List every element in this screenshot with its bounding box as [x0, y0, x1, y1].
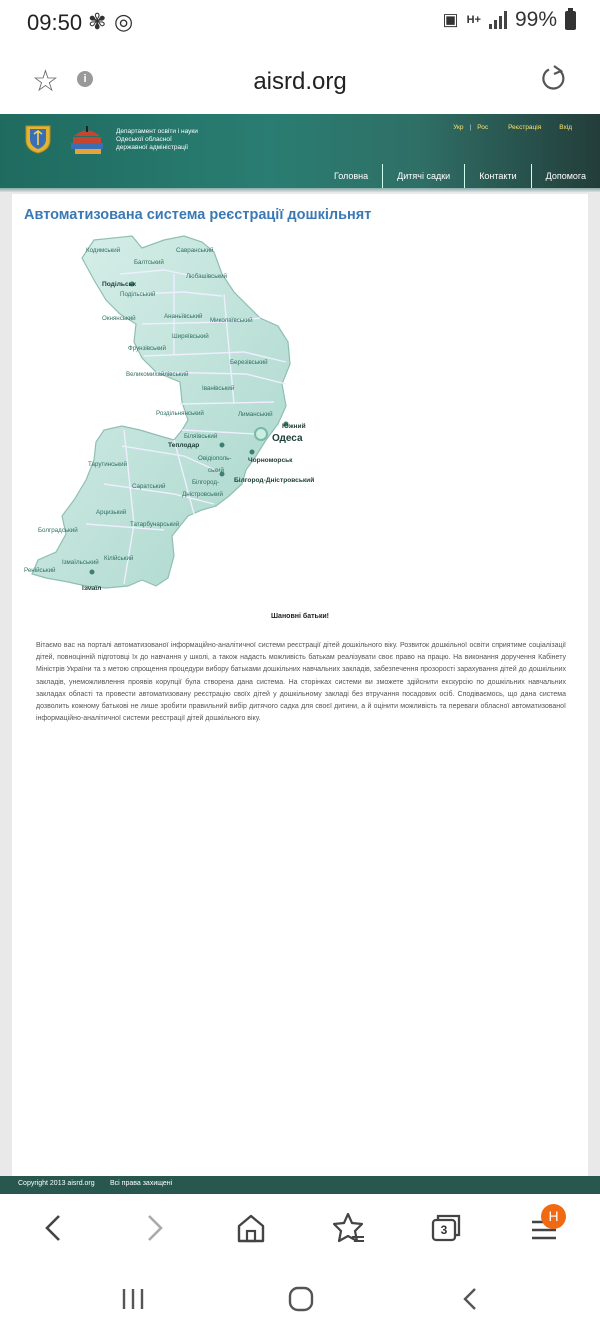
home-button-icon[interactable] [286, 1286, 316, 1312]
main-menu [320, 164, 600, 188]
district-label[interactable]: Біляївський [184, 433, 218, 440]
tabs-icon[interactable] [426, 1210, 466, 1246]
recent-apps-icon[interactable] [118, 1286, 148, 1312]
city-label: Теплодар [168, 442, 200, 449]
district-label[interactable]: Дністровський [182, 491, 223, 498]
district-label[interactable]: Ананьївський [164, 313, 203, 320]
reload-icon[interactable] [540, 65, 567, 92]
district-label[interactable]: Лиманський [238, 411, 273, 418]
bookmark-star-icon[interactable]: ☆ [32, 65, 59, 98]
district-label[interactable]: Великомихайлівський [126, 371, 189, 378]
pinwheel-icon: ✾ [88, 9, 107, 34]
signal-icon [489, 11, 507, 29]
district-label[interactable]: Березівський [230, 359, 268, 366]
dept-line: Одеської обласної [116, 136, 172, 143]
back-icon[interactable] [34, 1210, 74, 1246]
home-icon[interactable] [231, 1210, 271, 1246]
district-label[interactable]: ський [208, 467, 224, 474]
district-label[interactable]: Кодимський [86, 247, 121, 254]
status-indicators [443, 8, 576, 32]
greeting-heading: Шановні батьки! [271, 613, 329, 620]
city-label: Южний [282, 423, 306, 430]
district-label[interactable]: Кілійський [104, 555, 134, 562]
tab-count: 3 [440, 1223, 448, 1237]
battery-percent: 99% [514, 8, 557, 31]
menu-help[interactable]: Допомога [531, 164, 600, 188]
menu-main[interactable]: Головна [333, 171, 369, 181]
odesa-city-marker[interactable] [255, 428, 267, 440]
site-footer [0, 1176, 600, 1194]
district-label[interactable]: Саратський [132, 483, 166, 490]
welcome-paragraph: Вітаємо вас на порталі автоматизованої інформаційно-аналітичної системи реєстрації дітей дошкільного віку. Розвиток дошкільної освіти сприятиме соціалізації дітей, повноцінній підготовці їх до навчання у школі, а також надасть можливість батькам реалізувати своє право на працю. На виконання доручення Кабінету Міністрів України та з метою спрощення процедури вибору батьками дошкільних навчальних закладів, забезпечення прозорості зарахування дітей до дошкільних закладів, унеможливлення проявів корупції була створена дана система. На сторінках системи ви зможете здійснити екскурсію по дошкільних навчальних закладах області та провести автоматизовану реєстрацію своїх дітей у дошкільному закладі без втручання посадових осіб. Сподіваємось, що дана система дозволить кожному батькові не лише зробити правильний вибір дитячого садка для своєї дитини, а й оцінити можливість та переваги обласної автоматизованої інформаційно-аналітичної системи реєстрації дітей дошкільного віку. [36, 642, 566, 723]
district-label[interactable]: Роздільнянський [156, 410, 204, 417]
district-label[interactable]: Окнянський [102, 315, 136, 322]
district-label[interactable]: Овідіополь- [198, 455, 232, 462]
books-logo [68, 123, 106, 157]
district-label[interactable]: Білгород- [192, 479, 220, 486]
browser-address-bar [0, 46, 600, 114]
district-label[interactable]: Балтський [134, 259, 164, 266]
forward-icon[interactable] [134, 1210, 174, 1246]
department-name [116, 128, 236, 152]
system-back-icon[interactable] [456, 1286, 486, 1312]
district-label[interactable]: Іванівський [202, 385, 235, 392]
sync-icon: ◎ [114, 9, 134, 34]
content-panel [12, 194, 588, 1176]
notification-badge: H [541, 1204, 566, 1229]
rights-text: Всі права захищені [110, 1180, 173, 1187]
web-page [0, 114, 600, 1194]
menu-kindergartens[interactable]: Дитячі садки [382, 164, 464, 188]
browser-toolbar [0, 1194, 600, 1264]
page-title: Автоматизована система реєстрації дошкільнят [24, 207, 372, 223]
url-text[interactable]: aisrd.org [253, 68, 347, 95]
district-label[interactable]: Ізмаїльський [62, 559, 99, 566]
city-label: Чорноморськ [248, 457, 293, 464]
battery-icon [565, 11, 576, 30]
city-label: Одеса [272, 433, 303, 444]
district-label[interactable]: Арцизький [96, 509, 127, 516]
copyright-text: Copyright 2013 aisrd.org [18, 1180, 95, 1187]
district-label[interactable]: Подільський [120, 291, 156, 298]
district-label[interactable]: Ширяївський [172, 333, 209, 340]
district-label[interactable]: Любашівський [186, 273, 228, 280]
dept-line: державної адміністрації [116, 144, 189, 151]
city-label: Подільськ [102, 281, 136, 288]
top-links: Укр | Рос Реєстрація Вхід [453, 124, 572, 131]
district-label[interactable]: Савранський [176, 247, 214, 254]
system-navigation [0, 1264, 600, 1332]
network-type: H+ [466, 14, 481, 26]
status-bar [0, 0, 600, 46]
battery-saver-icon: ▣ [442, 10, 459, 29]
site-header [0, 114, 600, 188]
city-label: Білгород-Дністровський [234, 477, 315, 484]
district-label[interactable]: Фрунзівський [128, 345, 166, 352]
lang-ros-link[interactable]: Рос [477, 124, 489, 131]
district-label[interactable]: Татарбунарський [130, 521, 180, 528]
city-label: Ізмаїл [82, 585, 102, 592]
clock: 09:50 [27, 10, 83, 35]
register-link[interactable]: Реєстрація [508, 124, 542, 131]
district-label[interactable]: Ренійський [24, 567, 56, 574]
odesa-region-map[interactable] [24, 234, 354, 604]
bookmarks-icon[interactable] [328, 1210, 368, 1246]
lang-ukr-link[interactable]: Укр [453, 124, 464, 131]
site-info-icon[interactable]: i [77, 71, 93, 87]
district-label[interactable]: Миколаївський [210, 317, 253, 324]
dept-line: Департамент освіти і науки [116, 128, 198, 135]
district-label[interactable]: Болградський [38, 527, 78, 534]
menu-contacts[interactable]: Контакти [464, 164, 530, 188]
header-shadow [0, 188, 600, 192]
login-link[interactable]: Вхід [559, 124, 572, 131]
coat-of-arms-logo [24, 124, 52, 154]
district-label[interactable]: Тарутинський [88, 461, 128, 468]
